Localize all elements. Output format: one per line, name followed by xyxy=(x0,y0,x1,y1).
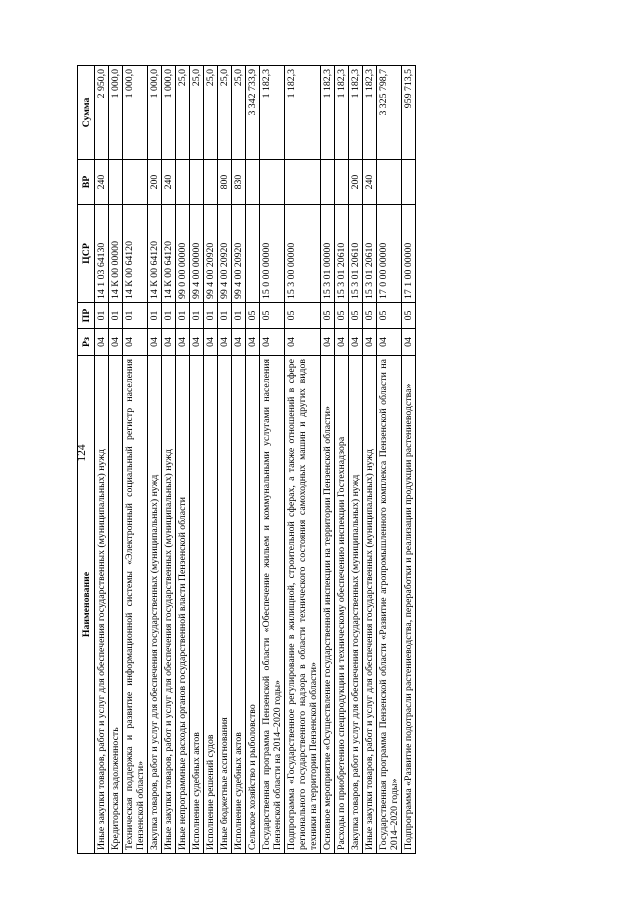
rotated-table-container xyxy=(77,66,580,854)
cell-csr: 15 3 01 20610 xyxy=(335,205,349,303)
cell-csr: 99 0 00 00000 xyxy=(176,205,190,303)
cell-sum: 1 182,3 xyxy=(349,66,363,160)
cell-name: Кредиторская задолженность xyxy=(109,356,123,854)
cell-name: Сельское хозяйство и рыболовство xyxy=(246,356,260,854)
cell-pr: 01 xyxy=(218,303,232,329)
table-row xyxy=(363,66,377,854)
table-row xyxy=(246,66,260,854)
table-row xyxy=(232,66,246,854)
cell-pr: 05 xyxy=(377,303,402,329)
cell-pr: 01 xyxy=(109,303,123,329)
cell-pr: 01 xyxy=(232,303,246,329)
table-row xyxy=(109,66,123,854)
table-row xyxy=(204,66,218,854)
cell-name: Исполнение решений судов xyxy=(204,356,218,854)
cell-vr xyxy=(176,160,190,205)
cell-rz: 04 xyxy=(176,329,190,356)
cell-pr: 05 xyxy=(285,303,321,329)
table-row xyxy=(285,66,321,854)
cell-sum: 1 000,0 xyxy=(123,66,148,160)
cell-rz: 04 xyxy=(321,329,335,356)
cell-pr: 01 xyxy=(176,303,190,329)
table-row xyxy=(402,66,416,854)
table-header xyxy=(78,66,95,854)
table-row xyxy=(95,66,109,854)
cell-vr: 240 xyxy=(95,160,109,205)
cell-csr: 14 К 00 64120 xyxy=(148,205,162,303)
cell-csr: 14 К 00 64120 xyxy=(162,205,176,303)
cell-vr xyxy=(190,160,204,205)
cell-vr xyxy=(246,160,260,205)
cell-vr xyxy=(402,160,416,205)
table-row xyxy=(321,66,335,854)
cell-pr: 05 xyxy=(363,303,377,329)
table-row xyxy=(260,66,285,854)
cell-vr: 830 xyxy=(232,160,246,205)
cell-pr: 01 xyxy=(148,303,162,329)
cell-rz: 04 xyxy=(148,329,162,356)
cell-rz: 04 xyxy=(285,329,321,356)
cell-csr: 14 К 00 64120 xyxy=(123,205,148,303)
cell-name: Исполнение судебных актов xyxy=(232,356,246,854)
header-csr: ЦСР xyxy=(78,205,95,303)
cell-pr: 05 xyxy=(335,303,349,329)
cell-vr xyxy=(204,160,218,205)
cell-csr: 99 4 00 20920 xyxy=(204,205,218,303)
cell-rz: 04 xyxy=(377,329,402,356)
cell-name: Государственная программа Пензенской области «Развитие агропромышленного комплекса Пензенской области на 2014–2020 годы» xyxy=(377,356,402,854)
cell-pr: 05 xyxy=(402,303,416,329)
cell-pr: 05 xyxy=(321,303,335,329)
cell-pr: 01 xyxy=(162,303,176,329)
cell-vr xyxy=(321,160,335,205)
table-row xyxy=(123,66,148,854)
cell-name: Иные бюджетные ассигнования xyxy=(218,356,232,854)
cell-csr: 99 4 00 00000 xyxy=(190,205,204,303)
cell-rz: 04 xyxy=(363,329,377,356)
budget-table xyxy=(77,65,416,854)
cell-sum: 25,0 xyxy=(190,66,204,160)
header-name: Наименование xyxy=(78,356,95,854)
cell-rz: 04 xyxy=(335,329,349,356)
cell-pr: 01 xyxy=(123,303,148,329)
cell-name: Закупка товаров, работ и услуг для обеспечения государственных (муниципальных) нужд xyxy=(148,356,162,854)
table-row xyxy=(377,66,402,854)
cell-vr xyxy=(109,160,123,205)
cell-name: Закупка товаров, работ и услуг для обеспечения государственных (муниципальных) нужд xyxy=(349,356,363,854)
cell-name: Подпрограмма «Развитие подотрасли растениеводства, переработки и реализации продукции растениеводства» xyxy=(402,356,416,854)
cell-csr: 17 1 00 00000 xyxy=(402,205,416,303)
cell-vr xyxy=(123,160,148,205)
cell-name: Подпрограмма «Государственное регулирование в жилищной, строительной сферах, а также отношений в сфере регионального государственного надзора в области технического состояния самоходных машин и других видов техники на территории Пензенской области» xyxy=(285,356,321,854)
cell-csr xyxy=(246,205,260,303)
cell-rz: 04 xyxy=(232,329,246,356)
cell-sum: 25,0 xyxy=(232,66,246,160)
cell-vr xyxy=(377,160,402,205)
cell-vr: 200 xyxy=(148,160,162,205)
cell-sum: 1 182,3 xyxy=(321,66,335,160)
cell-csr: 99 4 00 20920 xyxy=(232,205,246,303)
cell-sum: 1 000,0 xyxy=(109,66,123,160)
table-row xyxy=(349,66,363,854)
cell-rz: 04 xyxy=(109,329,123,356)
cell-sum: 1 000,0 xyxy=(148,66,162,160)
cell-sum: 959 713,5 xyxy=(402,66,416,160)
table-row xyxy=(335,66,349,854)
cell-sum: 1 000,0 xyxy=(162,66,176,160)
table-row xyxy=(148,66,162,854)
cell-rz: 04 xyxy=(260,329,285,356)
cell-csr: 15 3 00 00000 xyxy=(285,205,321,303)
cell-csr: 14 1 03 64130 xyxy=(95,205,109,303)
table-row xyxy=(176,66,190,854)
cell-sum: 3 342 733,9 xyxy=(246,66,260,160)
cell-rz: 04 xyxy=(204,329,218,356)
cell-sum: 25,0 xyxy=(176,66,190,160)
cell-sum: 1 182,3 xyxy=(285,66,321,160)
header-row xyxy=(78,66,95,854)
cell-vr xyxy=(260,160,285,205)
cell-vr: 200 xyxy=(349,160,363,205)
cell-vr: 800 xyxy=(218,160,232,205)
cell-sum: 3 325 798,7 xyxy=(377,66,402,160)
cell-csr: 15 0 00 00000 xyxy=(260,205,285,303)
cell-name: Исполнение судебных актов xyxy=(190,356,204,854)
cell-sum: 2 950,0 xyxy=(95,66,109,160)
cell-rz: 04 xyxy=(95,329,109,356)
cell-name: Иные непрограммные расходы органов государственной власти Пензенской области xyxy=(176,356,190,854)
cell-sum: 1 182,3 xyxy=(363,66,377,160)
cell-csr: 15 3 01 20610 xyxy=(349,205,363,303)
cell-rz: 04 xyxy=(246,329,260,356)
cell-sum: 1 182,3 xyxy=(335,66,349,160)
cell-rz: 04 xyxy=(123,329,148,356)
table-row xyxy=(218,66,232,854)
cell-csr: 14 К 00 00000 xyxy=(109,205,123,303)
table-body xyxy=(95,66,416,854)
cell-pr: 05 xyxy=(260,303,285,329)
cell-vr xyxy=(335,160,349,205)
page-number: 124 xyxy=(76,444,88,462)
cell-vr xyxy=(285,160,321,205)
cell-rz: 04 xyxy=(349,329,363,356)
cell-csr: 99 4 00 20920 xyxy=(218,205,232,303)
header-rz: Рз xyxy=(78,329,95,356)
cell-csr: 15 3 01 20610 xyxy=(363,205,377,303)
cell-name: Государственная программа Пензенской области «Обеспечение жильем и коммунальными услугами населения Пензенской области на 2014–2020 годы» xyxy=(260,356,285,854)
header-pr: ПР xyxy=(78,303,95,329)
cell-name: Основное мероприятие «Осуществление государственной инспекции на территории Пензенской области» xyxy=(321,356,335,854)
cell-pr: 05 xyxy=(246,303,260,329)
cell-csr: 15 3 01 00000 xyxy=(321,205,335,303)
cell-name: Расходы по приобретению спецпродукции и техническому обеспечению инспекции Гостехнадзора xyxy=(335,356,349,854)
header-sum: Сумма xyxy=(78,66,95,160)
cell-sum: 25,0 xyxy=(204,66,218,160)
cell-rz: 04 xyxy=(402,329,416,356)
cell-name: Техническая поддержка и развитие информационной системы «Электронный социальный регистр населения Пензенской области» xyxy=(123,356,148,854)
cell-rz: 04 xyxy=(190,329,204,356)
cell-pr: 05 xyxy=(349,303,363,329)
table-row xyxy=(162,66,176,854)
cell-vr: 240 xyxy=(162,160,176,205)
cell-csr: 17 0 00 00000 xyxy=(377,205,402,303)
cell-name: Иные закупки товаров, работ и услуг для обеспечения государственных (муниципальных) нужд xyxy=(363,356,377,854)
table-row xyxy=(190,66,204,854)
header-vr: ВР xyxy=(78,160,95,205)
cell-name: Иные закупки товаров, работ и услуг для обеспечения государственных (муниципальных) нужд xyxy=(95,356,109,854)
cell-sum: 25,0 xyxy=(218,66,232,160)
cell-pr: 01 xyxy=(190,303,204,329)
cell-sum: 1 182,3 xyxy=(260,66,285,160)
cell-rz: 04 xyxy=(218,329,232,356)
cell-pr: 01 xyxy=(204,303,218,329)
cell-pr: 01 xyxy=(95,303,109,329)
cell-name: Иные закупки товаров, работ и услуг для обеспечения государственных (муниципальных) нужд xyxy=(162,356,176,854)
cell-vr: 240 xyxy=(363,160,377,205)
cell-rz: 04 xyxy=(162,329,176,356)
